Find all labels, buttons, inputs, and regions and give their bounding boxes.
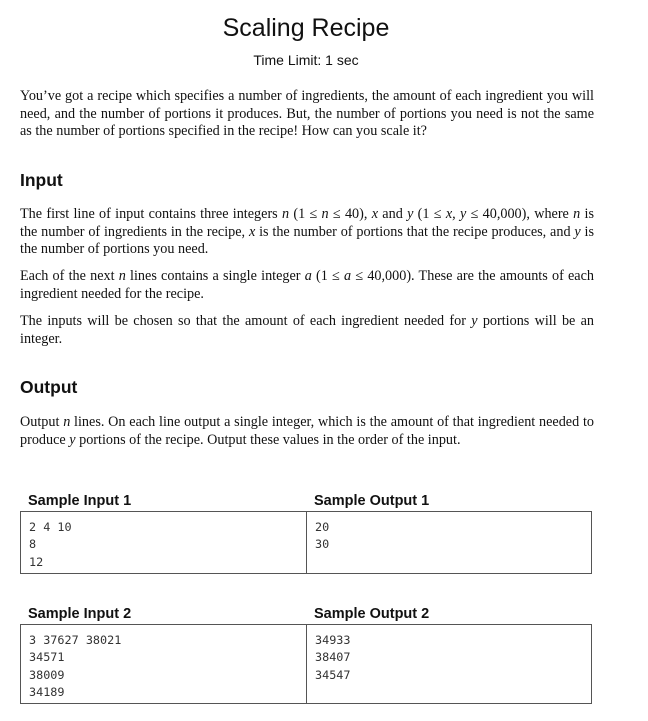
output-heading: Output: [20, 377, 78, 397]
sample-output-2-label: Sample Output 2: [314, 606, 430, 622]
sample-input-2[interactable]: [21, 625, 306, 703]
math: x: [371, 206, 379, 222]
sample-output-1-label: Sample Output 1: [314, 493, 430, 509]
input-heading: Input: [20, 170, 63, 190]
text: portions will be an integer.: [20, 313, 594, 347]
sample-input-line: 34571: [29, 650, 65, 665]
math: x: [248, 223, 256, 240]
text: ≤ 40,000), where: [466, 206, 574, 222]
sample-input-line: 12: [29, 554, 44, 569]
text: ≤ 40),: [328, 206, 372, 222]
math: n: [63, 414, 71, 430]
sample-output-line: 30: [315, 537, 330, 552]
sample-input-line: 3 37627 38021: [29, 633, 122, 647]
sample-input-line: 8: [29, 537, 37, 552]
input-paragraph-1: [20, 206, 594, 259]
input-paragraph-3: [20, 313, 594, 348]
math: a: [304, 268, 312, 284]
text: is the number of ingredients in the recipe,: [20, 206, 594, 240]
output-paragraph: [20, 414, 594, 449]
sample-output-2[interactable]: [306, 625, 591, 703]
time-limit: Time Limit: 1 sec: [253, 52, 359, 68]
math: n: [321, 206, 329, 222]
sample-2-table: [20, 624, 592, 704]
sample-output-1[interactable]: [306, 512, 591, 573]
math: x, y: [445, 206, 467, 222]
sample-output-line: 20: [315, 520, 330, 534]
math: y: [407, 206, 414, 222]
text: The first line of input contains three integers: [20, 206, 282, 222]
text: (1 ≤: [413, 206, 446, 222]
text: is the number of portions you need.: [20, 223, 594, 257]
math: y: [471, 313, 478, 329]
intro-paragraph: You’ve got a recipe which specifies a number of ingredients, the amount of each ingredient you will need, and the number of portions it produces. But, the number of portions you need is not the same as the number of portions specified in the recipe! How can you scale it?: [20, 88, 594, 139]
math: n: [118, 268, 126, 284]
text: is the number of portions that the recipe produces, and: [255, 223, 575, 240]
text: The inputs will be chosen so that the amount of each ingredient needed for: [20, 313, 472, 329]
math: y: [69, 431, 76, 448]
sample-input-line: 2 4 10: [29, 520, 72, 534]
text: Output: [20, 414, 64, 430]
sample-input-line: 34189: [29, 684, 65, 699]
text: (1 ≤: [289, 206, 322, 222]
sample-input-line: 38009: [29, 667, 65, 682]
input-paragraph-2: [20, 268, 594, 303]
math: y: [574, 223, 581, 240]
sample-output-line: 34933: [315, 633, 351, 647]
math: n: [573, 206, 581, 222]
text: lines contains a single integer: [125, 268, 305, 284]
math: n: [281, 206, 290, 222]
sample-1-table: [20, 511, 592, 574]
sample-input-1[interactable]: [21, 512, 306, 573]
sample-output-line: 38407: [315, 650, 351, 665]
text: and: [378, 206, 408, 222]
text: portions of the recipe. Output these values in the order of the input.: [75, 431, 461, 448]
text: Each of the next: [20, 268, 119, 284]
math: a: [344, 268, 352, 284]
problem-title: Scaling Recipe: [222, 14, 390, 42]
sample-input-2-label: Sample Input 2: [28, 606, 132, 622]
sample-input-1-label: Sample Input 1: [28, 493, 132, 509]
sample-output-line: 34547: [315, 667, 351, 682]
text: lines. On each line output a single integer, which is the amount of that ingredient needed to produce: [20, 414, 594, 448]
text: (1 ≤: [311, 268, 345, 284]
text: ≤ 40,000). These are the amounts of each ingredient needed for the recipe.: [20, 268, 594, 302]
